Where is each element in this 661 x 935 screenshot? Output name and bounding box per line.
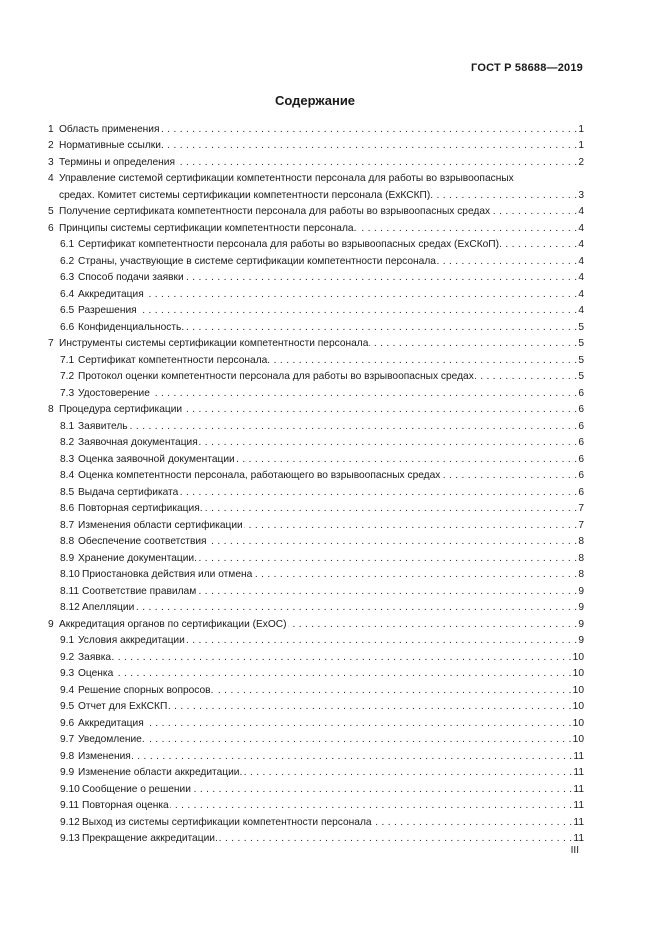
- toc-entry-number: 9.12: [60, 816, 80, 828]
- toc-entry-page: 1: [578, 140, 584, 151]
- toc-leader-dots: [199, 436, 578, 449]
- toc-entry-number: 3: [48, 156, 54, 168]
- toc-entry-number: 9: [48, 618, 54, 630]
- toc-leader-dots: [437, 255, 577, 268]
- toc-entry-label: Сообщение о решении: [82, 783, 191, 795]
- toc-entry-page: 11: [573, 783, 584, 795]
- toc-entry-number: 9.2: [60, 651, 75, 663]
- toc-entry-label: Аккредитация органов по сертификации (ExОС): [59, 618, 287, 630]
- toc-entry-number: 9.6: [60, 717, 75, 729]
- toc-leader-dots: [373, 816, 573, 829]
- toc-entry-label: Заявитель: [78, 420, 128, 432]
- toc-entry-number: 9.9: [60, 767, 75, 778]
- toc-entry-label: Изменения: [78, 750, 131, 762]
- toc-entry-number: 7: [48, 338, 54, 349]
- toc-title: Содержание: [274, 93, 356, 108]
- toc-entry-number: 9.4: [60, 684, 75, 696]
- toc-entry-number: 8.1: [60, 420, 75, 432]
- toc-entry: [48, 713, 584, 730]
- toc-entry-label: Управление системой сертификации компетентности персонала для работы во взрывоопасных: [59, 173, 514, 184]
- toc-entry-page: 7: [578, 519, 584, 531]
- toc-entry-page: 6: [578, 404, 584, 415]
- toc-entry-label: Выдача сертификата: [78, 486, 179, 498]
- toc-entry-page: 4: [578, 272, 584, 283]
- document-code: ГОСТ Р 58688—2019: [471, 62, 583, 74]
- toc-leader-dots: [236, 453, 578, 466]
- toc-entry-number: 8.4: [60, 470, 75, 481]
- toc-entry-label: Приостановка действия или отмена: [82, 569, 253, 580]
- toc-entry-page: 4: [578, 206, 584, 217]
- page-number: III: [570, 845, 579, 856]
- toc-entry: [48, 416, 584, 433]
- toc-entry-page: 8: [578, 569, 584, 580]
- toc-entry-page: 6: [578, 420, 584, 432]
- toc-entry: [48, 350, 584, 367]
- toc-entry: [48, 598, 584, 615]
- toc-entry-number: 9.1: [60, 635, 75, 646]
- toc-entry-number: 9.3: [60, 668, 75, 679]
- toc-entry-label: Способ подачи заявки: [78, 272, 184, 283]
- toc-entry: [48, 383, 584, 400]
- toc-entry-page: 8: [578, 552, 584, 564]
- toc-entry-label: Протокол оценки компетентности персонала для работы во взрывоопасных средах: [78, 371, 474, 382]
- toc-entry: [48, 829, 584, 846]
- toc-entry: [48, 565, 584, 582]
- toc-entry-page: 7: [578, 503, 584, 514]
- toc-entry-number: 8.5: [60, 486, 75, 498]
- toc-entry-number: 9.13: [60, 833, 80, 844]
- toc-entry-page: 9: [578, 635, 584, 646]
- toc-entry-number: 2: [48, 140, 54, 151]
- toc-entry-page: 5: [578, 338, 584, 349]
- toc-entry-number: 6.6: [60, 321, 75, 333]
- toc-entry: [48, 812, 584, 829]
- toc-leader-dots: [112, 651, 572, 664]
- toc-entry-page: 10: [572, 734, 584, 745]
- toc-entry-label: Страны, участвующие в системе сертификации компетентности персонала: [78, 255, 436, 267]
- toc-entry: [48, 218, 584, 235]
- toc-entry-page: 11: [573, 800, 584, 811]
- toc-entry-label: Конфиденциальность.: [78, 321, 185, 333]
- toc-entry-label: Изменения области сертификации: [78, 519, 243, 531]
- toc-entry-page: 5: [578, 354, 584, 366]
- toc-entry-label: Заявка: [78, 651, 112, 663]
- toc-entry-label: Аккредитация: [78, 717, 144, 729]
- toc-entry: [48, 647, 584, 664]
- toc-leader-dots: [243, 766, 572, 779]
- toc-entry-label: Оценка заявочной документации: [78, 453, 235, 465]
- toc-entry-number: 6.1: [60, 239, 75, 250]
- toc-entry: [48, 367, 584, 384]
- toc-entry-page: 3: [578, 189, 584, 201]
- toc-entry-number: 6.3: [60, 272, 75, 283]
- toc-entry-label: Сертификат компетентности персонала.: [78, 354, 271, 366]
- toc-entry: [48, 152, 584, 169]
- toc-entry-number: 8.8: [60, 536, 75, 547]
- toc-leader-dots: [185, 321, 577, 334]
- toc-leader-dots: [176, 156, 577, 169]
- toc-leader-dots: [369, 337, 577, 350]
- toc-entry-number: 8.2: [60, 437, 75, 448]
- toc-entry-label: Аккредитация: [78, 288, 144, 300]
- toc-entry-label: Процедура сертификации: [59, 404, 183, 415]
- toc-entry-label: Принципы системы сертификации компетентности персонала.: [59, 222, 357, 234]
- toc-leader-dots: [475, 370, 578, 383]
- toc-entry: [48, 631, 584, 648]
- toc-leader-dots: [138, 304, 578, 317]
- toc-entry: [48, 433, 584, 450]
- toc-entry-label: Инструменты системы сертификации компетентности персонала: [59, 338, 369, 349]
- toc-leader-dots: [431, 189, 577, 202]
- toc-leader-dots: [219, 832, 573, 845]
- toc-entry: [48, 532, 584, 549]
- toc-entry: [48, 746, 584, 763]
- toc-leader-dots: [186, 634, 578, 647]
- toc-entry: [48, 169, 584, 202]
- toc-entry: [48, 548, 584, 565]
- toc-entry-label: Хранение документации.: [78, 552, 197, 564]
- toc-entry-number: 8.7: [60, 519, 75, 531]
- toc-entry: [48, 301, 584, 318]
- toc-entry: [48, 680, 584, 697]
- toc-entry-page: 10: [572, 701, 584, 712]
- toc-entry-page: 11: [573, 767, 584, 778]
- toc-leader-dots: [208, 535, 578, 548]
- toc-entry-number: 6.5: [60, 305, 75, 316]
- toc-leader-dots: [244, 519, 578, 532]
- toc-entry-number: 8.9: [60, 552, 75, 564]
- toc-entry-page: 10: [572, 684, 584, 696]
- toc-leader-dots: [145, 288, 578, 301]
- toc-leader-dots: [441, 469, 577, 482]
- toc-entry-label: Апелляции: [82, 602, 135, 613]
- toc-entry-number: 7.2: [60, 371, 75, 382]
- toc-entry-label: Получение сертификата компетентности персонала для работы во взрывоопасных средах: [59, 206, 491, 217]
- toc-entry-label: Сертификат компетентности персонала для работы во взрывоопасных средах (ExСКоП).: [78, 239, 502, 250]
- toc-entry-number: 1: [48, 123, 54, 135]
- toc-leader-dots: [168, 700, 571, 713]
- toc-entry-label: Соответствие правилам: [82, 585, 197, 597]
- toc-entry: [48, 400, 584, 417]
- toc-entry: [48, 664, 584, 681]
- toc-entry-page: 9: [578, 602, 584, 613]
- toc-leader-dots: [165, 139, 578, 152]
- toc-entry-page: 5: [578, 321, 584, 333]
- toc-entry-label: Решение спорных вопросов.: [78, 684, 214, 696]
- toc-entry-number: 8.6: [60, 503, 75, 514]
- toc-entry: [48, 482, 584, 499]
- toc-entry-number: 9.5: [60, 701, 75, 712]
- toc-entry: [48, 499, 584, 516]
- toc-leader-dots: [114, 667, 571, 680]
- toc-entry: [48, 334, 584, 351]
- toc-leader-dots: [160, 123, 577, 136]
- toc-entry-number: 8.11: [60, 585, 80, 597]
- toc-entry-number: 4: [48, 173, 54, 184]
- toc-entry-number: 6.4: [60, 288, 75, 300]
- toc-entry: [48, 466, 584, 483]
- toc-entry-label: Оценка компетентности персонала, работающего во взрывоопасных средах: [78, 470, 441, 481]
- toc-entry-page: 4: [578, 222, 584, 234]
- toc-entry-number: 8: [48, 404, 54, 415]
- toc-entry-label: Повторная сертификация.: [78, 503, 203, 514]
- toc-entry-label: Обеспечение соответствия: [78, 536, 207, 547]
- toc-entry-page: 9: [578, 585, 584, 597]
- toc-entry-label: Уведомление.: [78, 734, 145, 745]
- toc-entry: [48, 581, 584, 598]
- toc-entry-page: 8: [578, 536, 584, 547]
- toc-leader-dots: [271, 354, 577, 367]
- toc-entry-label: Выход из системы сертификации компетентности персонала: [82, 816, 372, 828]
- toc-entry-label: Нормативные ссылки.: [59, 140, 164, 151]
- toc-entry-label: Условия аккредитации: [78, 635, 185, 646]
- toc-entry-page: 9: [578, 618, 584, 630]
- toc-entry-page: 4: [578, 305, 584, 316]
- toc-entry-label: Область применения: [59, 123, 160, 135]
- toc-entry-page: 10: [572, 717, 584, 729]
- toc-entry-page: 4: [578, 255, 584, 267]
- toc-entry-number: 9.10: [60, 783, 80, 795]
- toc-leader-dots: [288, 618, 578, 631]
- toc-entry-page: 4: [578, 288, 584, 300]
- toc-entry-label: Оценка: [78, 668, 114, 679]
- toc-leader-dots: [129, 420, 578, 433]
- toc-leader-dots: [179, 486, 577, 499]
- toc-leader-dots: [145, 717, 572, 730]
- toc-entry: [48, 730, 584, 747]
- toc-entry-label: Прекращение аккредитации.: [82, 833, 218, 844]
- toc-entry-label: Изменение области аккредитации.: [78, 767, 243, 778]
- toc-entry-number: 9.8: [60, 750, 75, 762]
- toc-leader-dots: [214, 684, 571, 697]
- toc-entry-page: 6: [578, 387, 584, 399]
- toc-leader-dots: [185, 271, 578, 284]
- toc-entry-label-continued: средах. Комитет системы сертификации компетентности персонала (ExКСКП): [59, 189, 431, 201]
- toc-leader-dots: [204, 502, 578, 515]
- toc-entry: [48, 119, 584, 136]
- toc-entry-page: 6: [578, 453, 584, 465]
- toc-entry-page: 11: [573, 816, 584, 828]
- toc-leader-dots: [197, 585, 577, 598]
- toc-entry-label: Отчет для ExКСКП: [78, 701, 168, 712]
- toc-entry-number: 6: [48, 222, 54, 234]
- toc-entry-page: 10: [572, 668, 584, 679]
- toc-entry-label: Повторная оценка: [82, 800, 169, 811]
- toc-entry: [48, 796, 584, 813]
- toc-entry: [48, 136, 584, 153]
- toc-entry-number: 7.3: [60, 387, 75, 399]
- toc-entry: [48, 317, 584, 334]
- toc-entry: [48, 268, 584, 285]
- toc-entry-page: 6: [578, 470, 584, 481]
- toc-entry-number: 9.11: [60, 800, 80, 811]
- toc-entry-number: 5: [48, 206, 54, 217]
- toc-leader-dots: [253, 568, 577, 581]
- toc-entry-number: 8.12: [60, 602, 80, 613]
- toc-entry-label: Заявочная документация: [78, 437, 198, 448]
- toc-entry: [48, 251, 584, 268]
- toc-leader-dots: [146, 733, 572, 746]
- toc-entry-page: 10: [572, 651, 584, 663]
- toc-entry-page: 1: [578, 123, 584, 135]
- toc-entry: [48, 449, 584, 466]
- toc-entry-number: 6.2: [60, 255, 75, 267]
- toc-entry-number: 8.10: [60, 569, 80, 580]
- toc-entry: [48, 515, 584, 532]
- toc-leader-dots: [198, 552, 577, 565]
- toc-entry-page: 11: [573, 750, 584, 762]
- toc-leader-dots: [183, 403, 577, 416]
- toc-leader-dots: [491, 205, 577, 218]
- toc-entry: [48, 202, 584, 219]
- toc-entry: [48, 284, 584, 301]
- toc-entry-label: Разрешения: [78, 305, 137, 316]
- toc-entry-number: 9.7: [60, 734, 75, 745]
- toc-entry-number: 7.1: [60, 354, 75, 366]
- table-of-contents: [48, 119, 584, 845]
- toc-entry: [48, 614, 584, 631]
- toc-entry: [48, 763, 584, 780]
- toc-leader-dots: [151, 387, 577, 400]
- toc-leader-dots: [170, 799, 573, 812]
- toc-entry-page: 2: [578, 156, 584, 168]
- toc-entry-page: 5: [578, 371, 584, 382]
- toc-entry-page: 4: [578, 239, 584, 250]
- toc-entry: [48, 235, 584, 252]
- toc-entry-label: Удостоверение: [78, 387, 150, 399]
- toc-entry: [48, 779, 584, 796]
- toc-entry-page: 6: [578, 486, 584, 498]
- toc-entry-label: Термины и определения: [59, 156, 175, 168]
- toc-entry-number: 8.3: [60, 453, 75, 465]
- toc-leader-dots: [192, 783, 572, 796]
- toc-entry: [48, 697, 584, 714]
- toc-leader-dots: [357, 222, 577, 235]
- toc-leader-dots: [503, 238, 577, 251]
- toc-entry-page: 11: [573, 833, 584, 844]
- toc-leader-dots: [132, 750, 573, 763]
- toc-entry-page: 6: [578, 437, 584, 448]
- toc-leader-dots: [135, 601, 577, 614]
